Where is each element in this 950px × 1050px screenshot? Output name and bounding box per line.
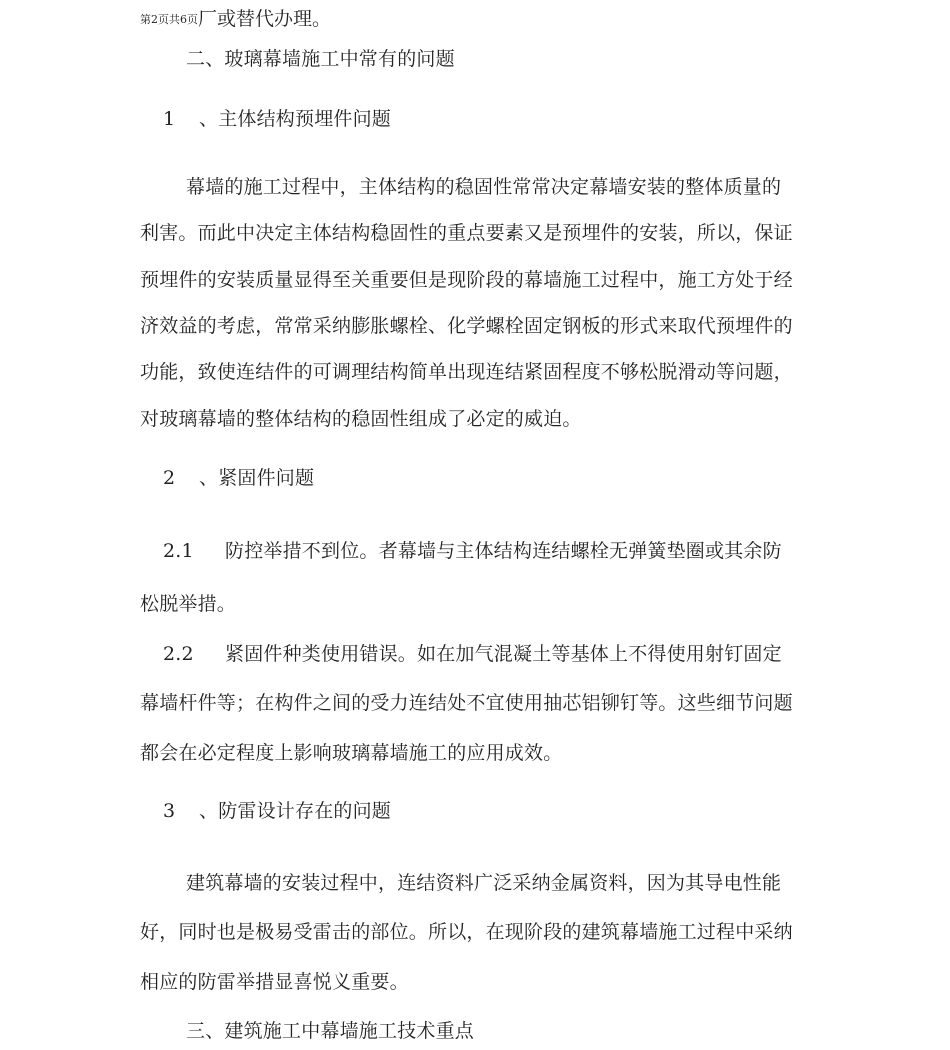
paragraph-line: 建筑幕墙的安装过程中，连结资料广泛采纳金属资料，因为其导电性能	[186, 872, 782, 894]
subsection-number: 1	[163, 108, 176, 130]
subsection-title: 、防雷设计存在的问题	[199, 800, 392, 822]
section-heading-2: 二、玻璃幕墙施工中常有的问题	[186, 48, 455, 70]
item-2-1-line	[163, 536, 782, 563]
item-number: 2.1	[163, 540, 194, 562]
paragraph-line: 都会在必定程度上影响玻璃幕墙施工的应用成效。	[140, 742, 563, 764]
subsection-heading-3	[163, 796, 391, 823]
paragraph-line: 济效益的考虑，常常采纳膨胀螺栓、化学螺栓固定钢板的形式来取代预埋件的	[140, 315, 793, 337]
subsection-heading-2	[163, 463, 314, 490]
subsection-heading-1	[163, 104, 391, 131]
subsection-title: 、主体结构预埋件问题	[199, 108, 392, 130]
paragraph-line: 幕墙的施工过程中，主体结构的稳固性常常决定幕墙安装的整体质量的	[186, 176, 782, 198]
item-text: 防控举措不到位。者幕墙与主体结构连结螺栓无弹簧垫圈或其余防	[225, 540, 782, 562]
paragraph-line: 好，同时也是极易受雷击的部位。所以，在现阶段的建筑幕墙施工过程中采纳	[140, 921, 793, 943]
subsection-number: 3	[163, 800, 176, 822]
paragraph-line: 松脱举措。	[140, 593, 237, 615]
item-2-2-line	[163, 639, 782, 666]
page-counter: 第2页共6页	[140, 13, 198, 26]
item-text: 紧固件种类使用错误。如在加气混凝土等基体上不得使用射钉固定	[225, 643, 782, 665]
paragraph-line: 幕墙杆件等；在构件之间的受力连结处不宜使用抽芯铝铆钉等。这些细节问题	[140, 692, 793, 714]
subsection-number: 2	[163, 467, 176, 489]
section-heading-3: 三、建筑施工中幕墙施工技术重点	[186, 1020, 475, 1042]
item-number: 2.2	[163, 643, 194, 665]
paragraph-line: 利害。而此中决定主体结构稳固性的重点要素又是预埋件的安装，所以，保证	[140, 222, 793, 244]
paragraph-line: 功能，致使连结件的可调理结构简单出现连结紧固程度不够松脱滑动等问题，	[140, 361, 793, 383]
page-header	[140, 4, 331, 31]
paragraph-line: 预埋件的安装质量显得至关重要但是现阶段的幕墙施工过程中，施工方处于经	[140, 269, 793, 291]
continuation-text: 厂或替代办理。	[198, 8, 332, 30]
subsection-title: 、紧固件问题	[199, 467, 315, 489]
paragraph-line: 相应的防雷举措显喜悦义重要。	[140, 971, 409, 993]
paragraph-line: 对玻璃幕墙的整体结构的稳固性组成了必定的威迫。	[140, 408, 582, 430]
